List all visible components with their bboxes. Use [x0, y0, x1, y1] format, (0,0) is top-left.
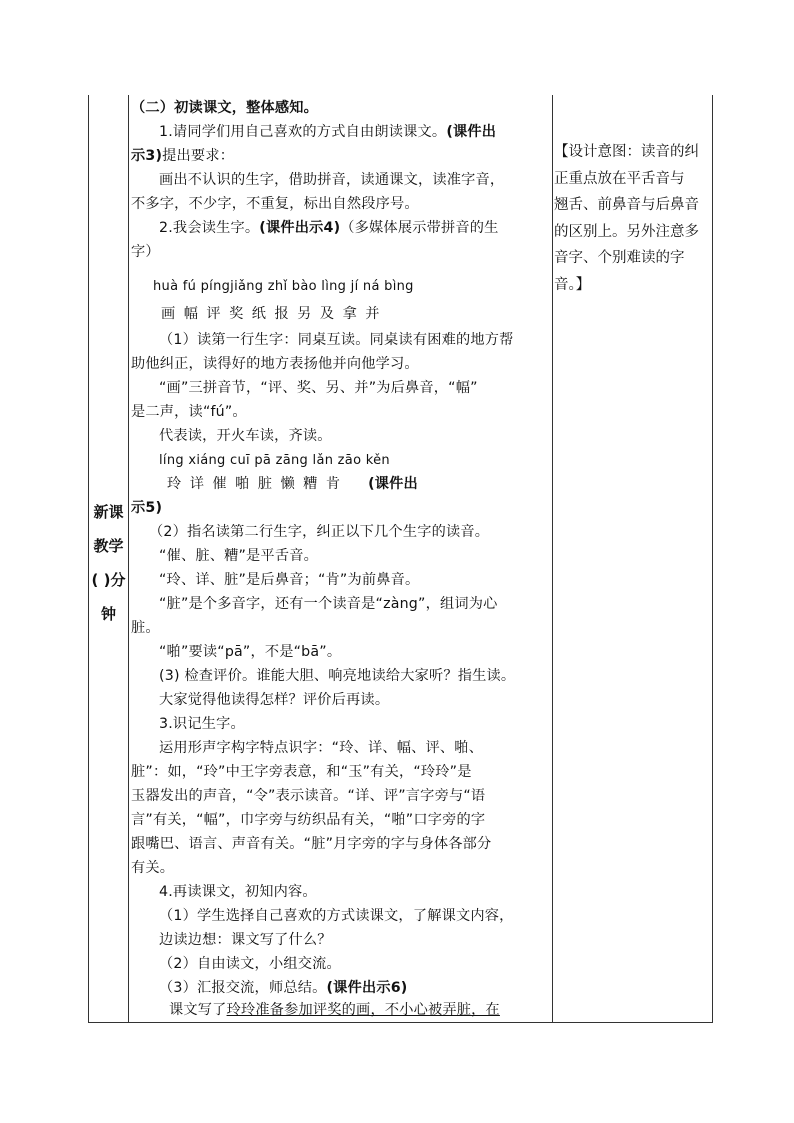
text-line: 有关。: [131, 860, 175, 876]
text-line: “画”三拼音节，“评、奖、另、并”为后鼻音，“幅”: [159, 380, 478, 396]
text-line: 不多字，不少字，不重复，标出自然段序号。: [131, 196, 419, 212]
text-line: （2）指名读第二行生字，纠正以下几个生字的读音。: [149, 524, 490, 540]
text-line: 示5): [131, 500, 163, 516]
section-label-line: 教学: [93, 537, 124, 555]
text-line: 代表读，开火车读，齐读。: [159, 428, 332, 444]
text-line: 言”有关，“幅”，巾字旁与纺织品有关，“啪”口字旁的字: [131, 812, 486, 828]
text-line: 1.请同学们用自己喜欢的方式自由朗读课文。(课件出: [159, 124, 497, 140]
text-line: “玲、详、脏”是后鼻音；“肯”为前鼻音。: [159, 572, 420, 588]
text-line: 跟嘴巴、语言、声音有关。“脏”月字旁的字与身体各部分: [131, 836, 492, 852]
lesson-table: [88, 95, 713, 1023]
text-line: （1）读第一行生字：同桌互读。同桌读有困难的地方帮: [159, 332, 514, 348]
text-line: 运用形声字构字特点识字：“玲、详、幅、评、啪、: [159, 740, 484, 756]
column-divider: [552, 95, 553, 1022]
design-intent-line: 的区别上。另外注意多: [554, 223, 699, 240]
design-intent-line: 音字、个别难读的字: [554, 250, 685, 266]
design-intent-line: 【设计意图：读音的纠: [554, 144, 699, 160]
section-label: [89, 495, 128, 631]
text-line: 课文写了玲玲准备参加评奖的画，不小心被弄脏，在: [169, 1002, 500, 1018]
text-line: 示3)提出要求：: [131, 148, 235, 164]
text-line: 4.再读课文，初知内容。: [159, 884, 317, 900]
text-line: 助他纠正，读得好的地方表扬他并向他学习。: [131, 356, 419, 372]
text-line: 玉器发出的声音，“令”表示读音。“详、评”言字旁与“语: [131, 788, 486, 804]
design-intent-line: 音。】: [554, 276, 591, 293]
text-line: 大家觉得他读得怎样？评价后再读。: [159, 692, 390, 708]
text-line: 2.我会读生字。(课件出示4)（多媒体展示带拼音的生: [159, 220, 499, 236]
text-line: 脏。: [131, 620, 160, 636]
text-line: “脏”是个多音字，还有一个读音是“zàng”，组词为心: [159, 596, 498, 612]
design-intent-line: 翘舌、前鼻音与后鼻音: [554, 197, 699, 213]
text-line: （3）汇报交流，师总结。(课件出示6): [159, 980, 408, 996]
section-heading: （二）初读课文，整体感知。: [131, 100, 319, 116]
text-line: (3) 检查评价。谁能大胆、响亮地读给大家听？指生读。: [159, 668, 516, 684]
section-label-line: 钟: [100, 605, 116, 623]
pinyin-row: huà fú píngjiǎng zhǐ bào lìng jí ná bìng: [153, 279, 414, 294]
text-line: 3.识记生字。: [159, 716, 245, 732]
section-label-line: ( )分: [91, 571, 126, 589]
pinyin-row: líng xiáng cuī pā zāng lǎn zāo kěn: [159, 453, 390, 468]
hanzi-row: 玲 详 催 啪 脏 懒 糟 肯 (课件出: [167, 476, 418, 492]
text-line: 是二声，读“fú”。: [131, 404, 247, 420]
text-line: （1）学生选择自己喜欢的方式读课文，了解课文内容，: [159, 908, 514, 924]
text-line: 画出不认识的生字，借助拼音，读通课文，读准字音，: [159, 172, 505, 188]
hanzi-row: 画 幅 评 奖 纸 报 另 及 拿 并: [161, 306, 382, 322]
text-line: （2）自由读文，小组交流。: [159, 956, 341, 972]
text-line: “催、脏、糟”是平舌音。: [159, 548, 318, 564]
section-label-line: 新课: [93, 503, 124, 521]
text-line: 字）: [131, 244, 160, 260]
design-intent: [554, 139, 714, 298]
design-intent-line: 正重点放在平舌音与: [554, 170, 685, 187]
column-divider: [128, 95, 129, 1022]
text-line: “啪”要读“pā”，不是“bā”。: [159, 644, 342, 660]
text-line: 边读边想：课文写了什么？: [159, 932, 332, 948]
text-line: 脏”：如，“玲”中王字旁表意，和“玉”有关，“玲玲”是: [131, 764, 472, 780]
